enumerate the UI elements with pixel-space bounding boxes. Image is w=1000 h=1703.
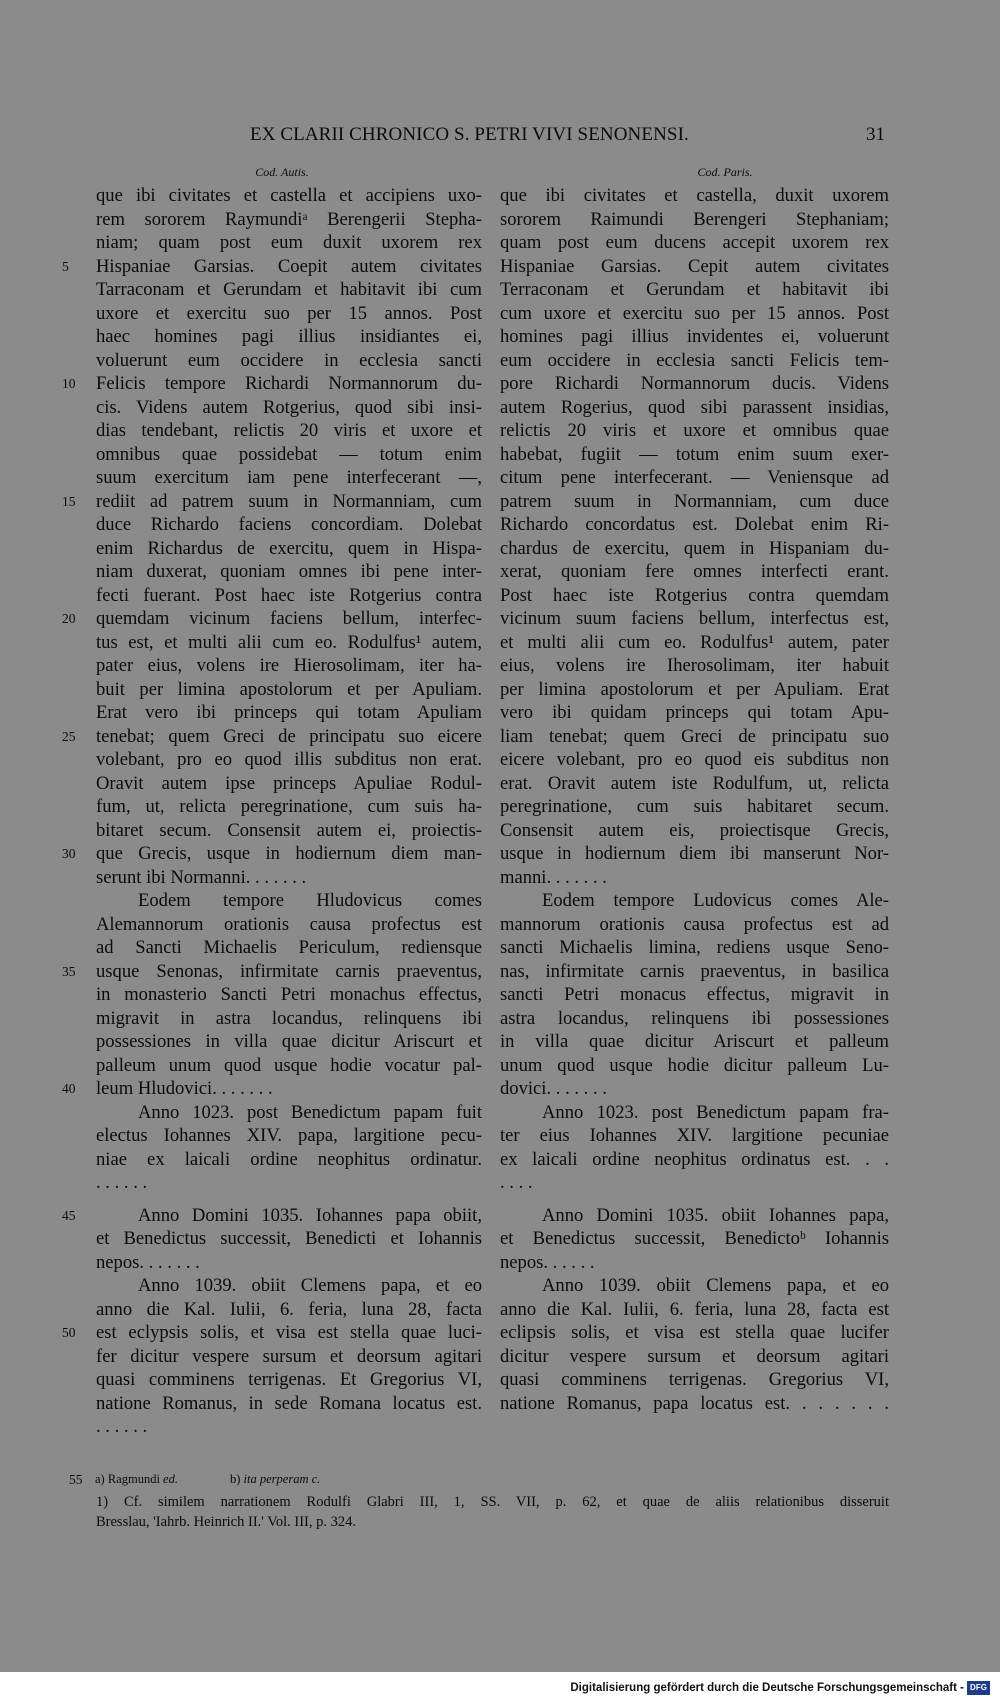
text-line: xerat, quoniam fere omnes interfecti erant. — [500, 561, 889, 582]
right-column-heading: Cod. Paris. — [697, 165, 753, 179]
text-line: usque in hodiernum diem ibi manserunt Nor- — [500, 843, 889, 864]
text-line: que Grecis, usque in hodiernum diem man- — [96, 843, 482, 864]
text-line: quasi comminens terrigenas. Gregorius VI, — [500, 1369, 889, 1390]
text-line: et multi alii cum eo. Rodulfus¹ autem, pater — [500, 631, 889, 653]
text-line: dicitur vespere sursum et deorsum agitari — [500, 1345, 889, 1367]
spacer — [96, 1195, 482, 1204]
text-line: Anno 1023. post Benedictum papam fuit — [138, 1101, 482, 1123]
text-line: quasi comminens terrigenas. Et Gregorius VI, — [96, 1369, 482, 1390]
text-line: Eodem tempore Ludovicus comes Ale- — [542, 890, 889, 911]
footnote-b-c: c. — [311, 1472, 321, 1486]
footnote-1 — [96, 1492, 889, 1532]
text-line: ex laicali ordine neophitus ordinatus est. . . — [500, 1148, 889, 1170]
margin-line-number: 35 — [62, 963, 76, 979]
text-line: eius, volens ire Iherosolimam, iter habuit — [500, 655, 889, 676]
text-line: enim Richardus de exercitu, quem in Hispa- — [96, 537, 482, 559]
digitization-credit: Digitalisierung gefördert durch die Deutsche Forschungsgemeinschaft - — [570, 1682, 964, 1694]
left-text-column — [96, 184, 482, 1439]
running-head: EX CLARII CHRONICO S. PETRI VIVI SENONENSI. — [250, 124, 689, 145]
text-line: et Benedictus successit, Benedicti et Iohannis — [96, 1228, 482, 1249]
text-line: anno die Kal. Iulii, 6. feria, luna 28, facta est — [500, 1298, 889, 1320]
text-line: pore Richardi Normannorum ducis. Videns — [500, 373, 889, 394]
text-line: tus est, et multi alii cum eo. Rodulfus¹ autem, — [96, 631, 482, 653]
text-line: niam; quam post eum duxit uxorem rex — [96, 232, 482, 253]
text-line: rem sororem Raymundiᵃ Berengerii Stepha- — [96, 208, 482, 230]
text-line: ad Sancti Michaelis Periculum, rediensque — [96, 937, 482, 958]
text-line: bitaret secum. Consensit autem ei, proiectis- — [96, 819, 482, 841]
text-line: liam tenebat; quem Greci de principatu suo — [500, 725, 889, 747]
text-line: unum quod usque hodie dicitur palleum Lu- — [500, 1054, 889, 1076]
margin-line-number: 50 — [62, 1325, 76, 1340]
text-line: natione Romanus, papa locatus est. . . . . . . — [500, 1392, 889, 1414]
footnote-a-text: a) Ragmundi — [95, 1472, 160, 1486]
left-column-heading: Cod. Autis. — [255, 165, 309, 179]
text-line: buit per limina apostolorum et per Apuliam. — [96, 678, 482, 700]
text-line: Anno Domini 1035. Iohannes papa obiit, — [138, 1204, 482, 1226]
text-line: cis. Videns autem Rotgerius, quod sibi insi- — [96, 396, 482, 418]
footnote-b-label: b) — [230, 1472, 241, 1486]
text-line: Post haec iste Rotgerius contra quemdam — [500, 584, 889, 606]
text-line: ter eius Iohannes XIV. largitione pecuniae — [500, 1125, 889, 1146]
text-line: autem Rogerius, quod sibi parassent insidias, — [500, 396, 889, 418]
text-line: Richardo concordatus est. Dolebat enim Ri- — [500, 514, 889, 535]
text-line: voluerunt eum occidere in ecclesia sancti — [96, 349, 482, 371]
text-line: peregrinatione, cum suis habitaret secum. — [500, 796, 889, 817]
digitization-bar — [0, 1672, 1000, 1703]
text-line: Oravit autem ipse princeps Apuliae Rodul- — [96, 772, 482, 794]
footnote-1-line: Bresslau, 'Iahrb. Heinrich II.' Vol. III, p. 324. — [96, 1514, 356, 1530]
text-line: Tarraconam et Gerundam et habitavit ibi cum — [96, 279, 482, 300]
text-line: et Benedictus successit, Benedictoᵇ Iohannis — [500, 1228, 889, 1249]
text-line: patrem suum in Normanniam, cum duce — [500, 490, 889, 512]
text-line: eum occidere in ecclesia sancti Felicis tem- — [500, 349, 889, 371]
text-line: homines pagi illius invidentes ei, voluerunt — [500, 326, 889, 347]
text-line: sancti Petri monacus effectus, migravit in — [500, 984, 889, 1005]
text-line: fer dicitur vespere sursum et deorsum agitari — [96, 1345, 482, 1367]
text-line: rediit ad patrem suum in Normanniam, cum — [96, 490, 482, 512]
footnote-a — [95, 1472, 178, 1487]
text-line: quam post eum ducens accepit uxorem rex — [500, 232, 889, 253]
text-line: mannorum orationis causa profectus est ad — [500, 913, 889, 935]
spacer — [500, 1195, 889, 1204]
text-line: fecti fuerant. Post haec iste Rotgerius contra — [96, 584, 482, 606]
footnote-b-italic: ita perperam — [243, 1472, 309, 1486]
text-line: niae ex laicali ordine neophitus ordinatur. — [96, 1148, 482, 1170]
text-line: . . . . . . — [96, 1416, 148, 1437]
text-line: leum Hludovici. . . . . . . — [96, 1078, 273, 1099]
margin-line-number: 40 — [62, 1081, 76, 1096]
text-line: est eclypsis solis, et visa est stella quae luci- — [96, 1322, 482, 1343]
margin-line-number: 45 — [62, 1207, 76, 1223]
text-line: Anno 1039. obiit Clemens papa, et eo — [542, 1275, 889, 1296]
right-text-column — [500, 184, 889, 1415]
text-line: possessiones in villa quae dicitur Ariscurt et — [96, 1031, 482, 1052]
margin-line-number: 5 — [62, 258, 69, 274]
margin-line-number: 10 — [62, 376, 76, 391]
text-line: que ibi civitates et castella, duxit uxorem — [500, 185, 889, 206]
footnote-1-line: 1) Cf. similem narrationem Rodulfi Glabri III, 1, SS. VII, p. 62, et quae de aliis relationibus disseruit — [96, 1494, 889, 1510]
text-line: Alemannorum orationis causa profectus est — [96, 913, 482, 935]
text-line: suum exercitum iam pene interfecerant —, — [96, 467, 482, 488]
text-line: per limina apostolorum et per Apuliam. Erat — [500, 678, 889, 700]
text-line: . . . . — [500, 1172, 533, 1193]
footnote-b — [230, 1472, 320, 1487]
text-line: cum uxore et exercitu suo per 15 annos. Post — [500, 302, 889, 324]
text-line: omnibus quae possidebat — totum enim — [96, 443, 482, 465]
text-line: quemdam vicinum faciens bellum, interfec- — [96, 608, 482, 629]
text-line: electus Iohannes XIV. papa, largitione pecu- — [96, 1125, 482, 1146]
text-line: migravit in astra locandus, relinquens ibi — [96, 1007, 482, 1029]
text-line: relictis 20 viris et uxore et omnibus quae — [500, 420, 889, 441]
text-line: haec homines pagi illius insidiantes ei, — [96, 326, 482, 347]
text-line: usque Senonas, infirmitate carnis praeventus, — [96, 960, 482, 982]
page-number: 31 — [866, 124, 885, 145]
text-line: manni. . . . . . . — [500, 866, 607, 888]
text-line: vicinum suum faciens bellum, interfectus est, — [500, 608, 889, 629]
text-line: niam duxerat, quoniam omnes ibi pene inter- — [96, 561, 482, 582]
margin-line-number: 25 — [62, 728, 76, 744]
text-line: sororem Raimundi Berengeri Stephaniam; — [500, 208, 889, 230]
text-line: Anno 1023. post Benedictum papam fra- — [542, 1101, 889, 1123]
text-line: dias tendebant, relictis 20 viris et uxore et — [96, 420, 482, 441]
text-line: Felicis tempore Richardi Normannorum du- — [96, 373, 482, 394]
text-line: sancti Michaelis limina, rediens usque Seno- — [500, 937, 889, 958]
text-line: Anno Domini 1035. obiit Iohannes papa, — [542, 1204, 889, 1226]
text-line: Consensit autem eis, proiectisque Grecis, — [500, 819, 889, 841]
text-line: . . . . . . — [96, 1172, 148, 1193]
text-line: citum pene interfecerant. — Veniensque ad — [500, 467, 889, 488]
text-line: Erat vero ibi princeps qui totam Apuliam — [96, 702, 482, 723]
text-line: in villa quae dicitur Ariscurt et palleum — [500, 1031, 889, 1052]
text-line: anno die Kal. Iulii, 6. feria, luna 28, facta — [96, 1298, 482, 1320]
text-line: que ibi civitates et castella et accipiens uxo- — [96, 185, 482, 206]
text-line: Terraconam et Gerundam et habitavit ibi — [500, 279, 889, 300]
text-line: serunt ibi Normanni. . . . . . . — [96, 866, 307, 888]
text-line: natione Romanus, in sede Romana locatus est. — [96, 1392, 482, 1414]
text-line: tenebat; quem Greci de principatu suo eicere — [96, 725, 482, 747]
margin-line-number: 15 — [62, 493, 76, 509]
footnote-a-ed: ed. — [163, 1472, 178, 1486]
text-line: Eodem tempore Hludovicus comes — [138, 890, 482, 911]
text-line: eclipsis solis, et visa est stella quae lucifer — [500, 1322, 889, 1343]
text-line: eicere volebant, pro eo quod eis subditus non — [500, 749, 889, 770]
text-line: nepos. . . . . . — [500, 1251, 595, 1273]
text-line: volebant, pro eo quod illis subditus non erat. — [96, 749, 482, 770]
text-line: nepos. . . . . . . — [96, 1251, 200, 1273]
footnote-line-number: 55 — [69, 1472, 83, 1487]
text-line: fum, ut, relicta peregrinatione, cum suis ha- — [96, 796, 482, 817]
margin-line-number: 30 — [62, 846, 76, 861]
text-line: habebat, fugiit — totum enim suum exer- — [500, 443, 889, 465]
text-line: palleum unum quod usque hodie vocatur pal- — [96, 1054, 482, 1076]
margin-line-number: 20 — [62, 611, 76, 626]
text-line: in monasterio Sancti Petri monachus effectus, — [96, 984, 482, 1005]
text-line: pater eius, volens ire Hierosolimam, iter ha- — [96, 655, 482, 676]
text-line: erat. Oravit autem iste Rodulfum, ut, relicta — [500, 772, 889, 794]
text-line: Hispaniae Garsias. Coepit autem civitates — [96, 255, 482, 277]
text-line: dovici. . . . . . . — [500, 1078, 607, 1099]
text-line: duce Richardo faciens concordiam. Dolebat — [96, 514, 482, 535]
text-line: nas, infirmitate carnis praeventus, in basilica — [500, 960, 889, 982]
text-line: Anno 1039. obiit Clemens papa, et eo — [138, 1275, 482, 1296]
text-line: Hispaniae Garsias. Cepit autem civitates — [500, 255, 889, 277]
text-line: astra locandus, relinquens ibi possessiones — [500, 1007, 889, 1029]
dfg-logo: DFG — [967, 1681, 990, 1695]
text-line: uxore et exercitu suo per 15 annos. Post — [96, 302, 482, 324]
text-line: vero ibi quidam princeps qui totam Apu- — [500, 702, 889, 723]
text-line: chardus de exercitu, quem in Hispaniam du- — [500, 537, 889, 559]
